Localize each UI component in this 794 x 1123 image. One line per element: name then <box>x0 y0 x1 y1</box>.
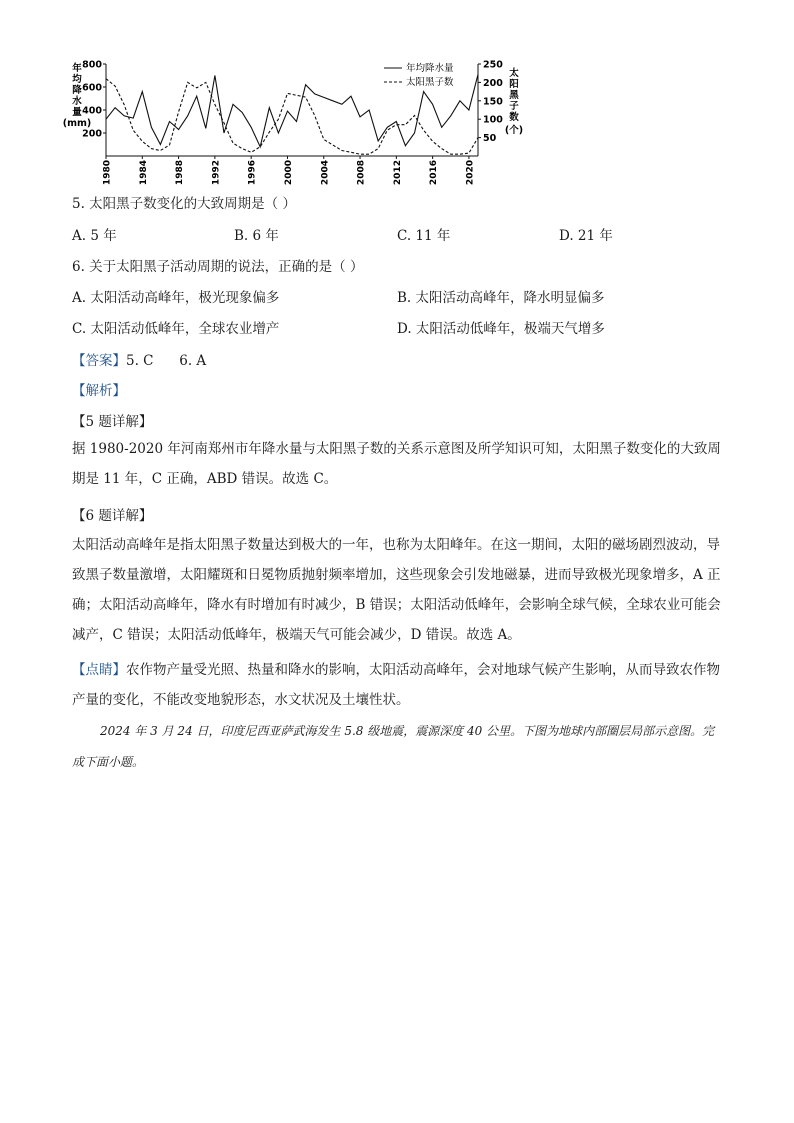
right-tick-label: 250 <box>483 59 503 71</box>
svg-text:(个): (个) <box>504 125 524 136</box>
x-tick-label: 2000 <box>283 160 294 186</box>
answer-tag: 【答案】 <box>72 353 126 369</box>
tip-block <box>72 655 722 715</box>
svg-text:黑: 黑 <box>509 90 519 101</box>
svg-text:子: 子 <box>509 101 519 112</box>
svg-text:水: 水 <box>72 96 82 107</box>
tip-text: 农作物产量受光照、热量和降水的影响，太阳活动高峰年，会对地球气候产生影响，从而导致农作物产量的变化，不能改变地貌形态，水文状况及土壤性状。 <box>72 662 720 708</box>
q5-option-a[interactable]: A. 5 年 <box>72 228 117 244</box>
svg-text:太: 太 <box>509 68 519 79</box>
legend-label-sunspot: 太阳黑子数 <box>406 77 454 88</box>
x-tick-label: 2016 <box>429 160 440 186</box>
q5-option-c[interactable]: C. 11 年 <box>397 228 451 244</box>
answer-line <box>72 349 206 369</box>
q5-detail-tag: 【5 题详解】 <box>72 414 153 430</box>
q5-option-d[interactable]: D. 21 年 <box>559 228 613 244</box>
x-tick-label: 1980 <box>102 160 113 186</box>
q6-stem: 6. 关于太阳黑子活动周期的说法，正确的是（ ） <box>72 259 364 275</box>
answer-text: 5. C 6. A <box>126 353 207 369</box>
left-tick-label: 800 <box>82 59 102 71</box>
svg-text:量: 量 <box>72 107 82 118</box>
left-tick-label: 600 <box>82 82 102 94</box>
next-question-intro: 2024 年 3 月 24 日，印度尼西亚萨武海发生 5.8 级地震，震源深度 40 公里。下图为地球内部圈层局部示意图。完成下面小题。 <box>72 724 715 769</box>
right-tick-label: 50 <box>483 133 497 145</box>
legend <box>384 62 454 88</box>
q6-option-a[interactable]: A. 太阳活动高峰年，极光现象偏多 <box>72 290 280 306</box>
x-tick-label: 1996 <box>247 160 258 186</box>
q5-option-b[interactable]: B. 6 年 <box>234 228 279 244</box>
analysis-tag: 【解析】 <box>72 383 126 399</box>
left-tick-label: 400 <box>82 105 102 117</box>
x-tick-label: 2020 <box>465 160 476 186</box>
x-tick-label: 2008 <box>356 160 367 186</box>
x-tick-label: 2004 <box>320 160 331 186</box>
x-tick-label: 1992 <box>211 160 222 186</box>
q5-detail-text: 据 1980-2020 年河南郑州市年降水量与太阳黑子数的关系示意图及所学知识可知，太阳黑子数变化的大致周期是 11 年，C 正确，ABD 错误。故选 C。 <box>72 441 721 487</box>
right-axis-label <box>505 67 523 136</box>
q5-stem: 5. 太阳黑子数变化的大致周期是（ ） <box>72 196 296 212</box>
precipitation-sunspot-chart <box>62 59 526 186</box>
svg-text:(mm): (mm) <box>62 118 92 129</box>
left-axis-label <box>63 62 91 129</box>
right-tick-label: 150 <box>483 96 503 108</box>
left-tick-label: 200 <box>82 128 102 140</box>
legend-label-precip: 年均降水量 <box>406 63 454 74</box>
svg-text:降: 降 <box>72 85 82 96</box>
q6-option-c[interactable]: C. 太阳活动低峰年，全球农业增产 <box>72 321 280 337</box>
tip-tag: 【点睛】 <box>72 662 126 678</box>
q6-option-b[interactable]: B. 太阳活动高峰年，降水明显偏多 <box>397 290 605 306</box>
svg-text:阳: 阳 <box>509 79 519 90</box>
svg-text:数: 数 <box>509 112 519 123</box>
x-tick-label: 2012 <box>392 160 403 186</box>
q6-detail-text: 太阳活动高峰年是指太阳黑子数量达到极大的一年，也称为太阳峰年。在这一期间，太阳的磁场剧烈波动，导致黑子数量激增，太阳耀斑和日冕物质抛射频率增加，这些现象会引发地磁暴，进而导致极光现象增多，A 正确；太阳活动高峰年，降水有时增加有时减少，B 错误；太阳活动低峰年，会影响全球气候，全球农业可能会减产，C 错误；太阳活动低峰年，极端天气可能会减少，D 错误。故选 A。 <box>72 537 721 643</box>
x-tick-label: 1988 <box>175 160 186 186</box>
q6-option-d[interactable]: D. 太阳活动低峰年，极端天气增多 <box>397 321 605 337</box>
svg-text:年: 年 <box>72 63 82 74</box>
q6-detail-tag: 【6 题详解】 <box>72 508 153 524</box>
right-tick-label: 100 <box>483 114 503 126</box>
x-tick-label: 1984 <box>138 160 149 186</box>
right-tick-label: 200 <box>483 77 503 89</box>
svg-text:均: 均 <box>72 74 82 85</box>
